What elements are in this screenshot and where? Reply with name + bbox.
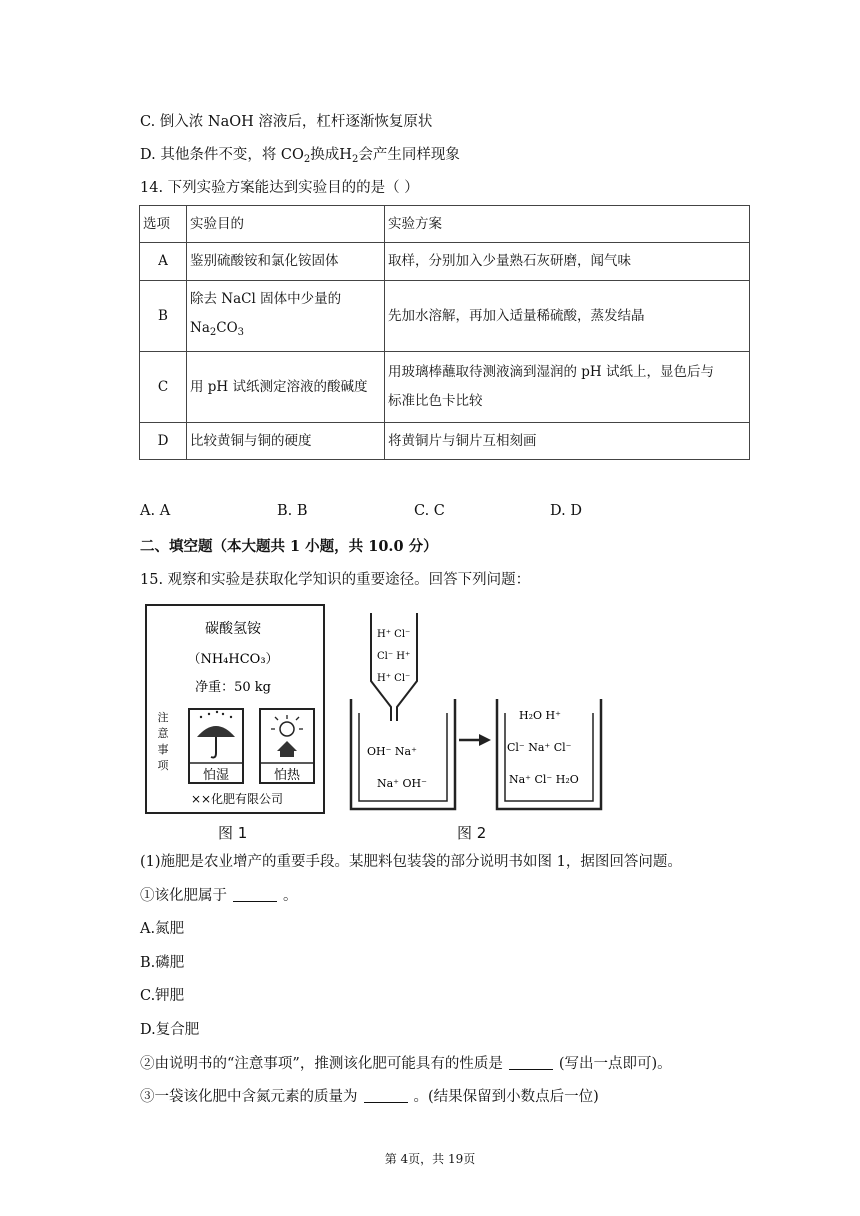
- umbrella-icon: [197, 711, 235, 758]
- q15-option-a: A.氮肥: [140, 921, 185, 937]
- answer-blank[interactable]: [509, 1055, 553, 1070]
- q15-part1: (1)施肥是农业增产的重要手段。某肥料包装袋的部分说明书如图 1，据图回答问题。: [140, 854, 682, 870]
- header-option: 选项: [140, 206, 187, 243]
- q13-option-d-text: 换成H: [310, 147, 352, 163]
- fertilizer-weight: 净重：50 kg: [195, 680, 271, 695]
- q15-sub3-text: 。(结果保留到小数点后一位): [413, 1089, 599, 1105]
- notice-char: 注: [157, 711, 169, 724]
- dropper-ions: H⁺ Cl⁻: [377, 629, 411, 640]
- q14-table: [139, 205, 750, 460]
- subscript: 2: [303, 154, 311, 165]
- notice-char: 事: [157, 743, 169, 756]
- row-goal: [187, 281, 385, 352]
- q13-option-d-text: D. 其他条件不变，将 CO: [140, 147, 304, 163]
- q15-option-c: C.钾肥: [140, 988, 185, 1004]
- header-goal: 实验目的: [187, 206, 385, 243]
- q15-sub1-text: ①该化肥属于: [140, 888, 227, 904]
- table-row: [140, 352, 750, 423]
- fertilizer-label: [146, 605, 324, 813]
- q15-sub3-text: ③一袋该化肥中含氮元素的质量为: [140, 1089, 358, 1105]
- row-goal: 比较黄铜与铜的硬度: [187, 423, 385, 460]
- page-footer: 第 4页，共 19页: [384, 1152, 476, 1166]
- dropper-ions: Cl⁻ H⁺: [377, 651, 411, 662]
- row-goal-line: [190, 318, 381, 343]
- table-header-row: [140, 206, 750, 243]
- fertilizer-formula: （NH₄HCO₃）: [187, 652, 279, 667]
- notice-char: 意: [157, 727, 169, 740]
- q13-option-d: [140, 145, 460, 170]
- q15-sub2-text: (写出一点即可)。: [558, 1056, 672, 1072]
- section-heading: 二、填空题（本大题共 1 小题，共 10.0 分）: [140, 538, 438, 555]
- q13-option-d-text: 会产生同样现象: [358, 147, 460, 163]
- q15-figures: [145, 603, 603, 815]
- label-wet: 怕湿: [202, 768, 230, 783]
- formula-part: Na: [190, 320, 210, 336]
- arrow-icon: [459, 734, 491, 746]
- beaker2-ions: Cl⁻ Na⁺ Cl⁻: [507, 741, 572, 754]
- figure-2-caption: 图 2: [457, 824, 487, 842]
- choice-a: A. A: [140, 503, 171, 519]
- company-name: ××化肥有限公司: [190, 792, 284, 806]
- q13-option-c: C. 倒入浓 NaOH 溶液后，杠杆逐渐恢复原状: [140, 114, 433, 130]
- formula-part: CO: [216, 320, 238, 336]
- beaker1-ions: OH⁻ Na⁺: [367, 745, 417, 758]
- choice-d: D. D: [550, 503, 582, 519]
- dropper-ions: H⁺ Cl⁻: [377, 673, 411, 684]
- table-row: [140, 243, 750, 281]
- row-option: B: [140, 281, 187, 352]
- q15-sub2-text: ②由说明书的“注意事项”，推测该化肥可能具有的性质是: [140, 1056, 503, 1072]
- q15-option-d: D.复合肥: [140, 1022, 200, 1038]
- choice-c: C. C: [414, 503, 445, 519]
- fertilizer-name: 碳酸氢铵: [205, 621, 261, 637]
- q15-sub1: [140, 886, 298, 906]
- row-goal: 用 pH 试纸测定溶液的酸碱度: [187, 352, 385, 423]
- beaker2-ions: H₂O H⁺: [519, 709, 561, 722]
- row-plan: 将黄铜片与铜片互相刻画: [385, 423, 750, 460]
- row-plan: [385, 352, 750, 423]
- sun-icon: [271, 715, 303, 757]
- q15-sub1-text: 。: [283, 888, 298, 904]
- q15-sub3: [140, 1087, 599, 1107]
- q14-stem: 14. 下列实验方案能达到实验目的的是（ ）: [140, 180, 419, 196]
- row-plan: 先加水溶解，再加入适量稀硫酸，蒸发结晶: [385, 281, 750, 352]
- q15-sub2: [140, 1054, 672, 1074]
- row-plan-line: 用玻璃棒蘸取待测液滴到湿润的 pH 试纸上，显色后与: [388, 364, 714, 380]
- subscript: 2: [209, 327, 217, 338]
- row-plan-line: 标准比色卡比较: [388, 393, 483, 409]
- subscript: 3: [237, 327, 245, 338]
- answer-blank[interactable]: [364, 1088, 408, 1103]
- q15-option-b: B.磷肥: [140, 955, 185, 971]
- row-plan: 取样，分别加入少量熟石灰研磨，闻气味: [385, 243, 750, 281]
- subscript: 2: [351, 154, 359, 165]
- row-goal-line: 除去 NaCl 固体中少量的: [190, 291, 342, 307]
- beaker1-ions: Na⁺ OH⁻: [377, 777, 427, 790]
- row-option: A: [140, 243, 187, 281]
- table-row: [140, 423, 750, 460]
- row-goal: 鉴别硫酸铵和氯化铵固体: [187, 243, 385, 281]
- answer-blank[interactable]: [233, 887, 277, 902]
- table-row: [140, 281, 750, 352]
- choice-b: B. B: [277, 503, 308, 519]
- figure-1-caption: 图 1: [218, 824, 248, 842]
- row-option: D: [140, 423, 187, 460]
- label-heat: 怕热: [273, 768, 301, 783]
- row-option: C: [140, 352, 187, 423]
- header-plan: 实验方案: [385, 206, 750, 243]
- notice-char: 项: [157, 759, 169, 772]
- q15-stem: 15. 观察和实验是获取化学知识的重要途径。回答下列问题：: [140, 572, 531, 588]
- beaker2-ions: Na⁺ Cl⁻ H₂O: [509, 773, 579, 786]
- neutralization-diagram: [351, 613, 601, 809]
